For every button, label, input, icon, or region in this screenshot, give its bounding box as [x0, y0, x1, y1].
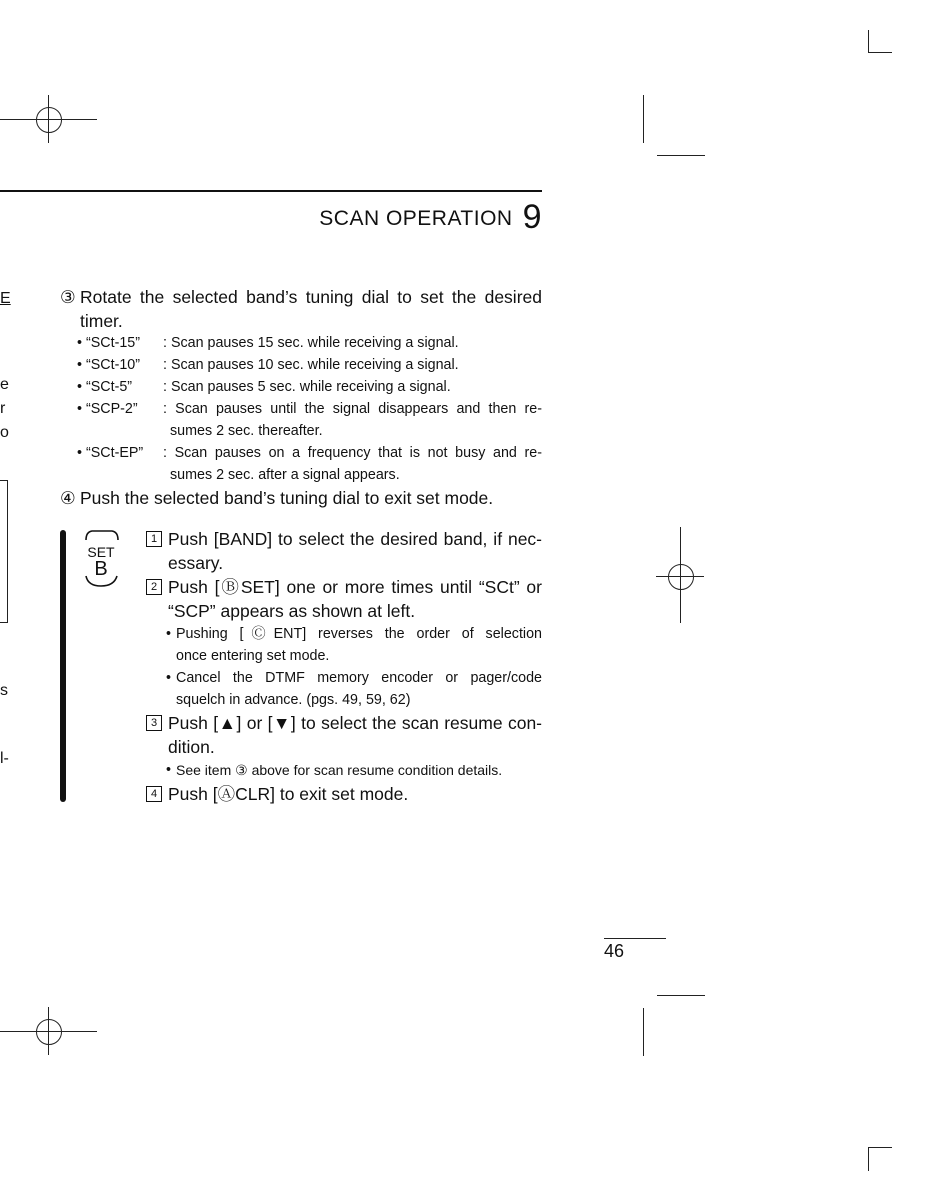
edge-fragment: r [0, 400, 6, 417]
step-4 [60, 486, 542, 510]
procedure-step-text [168, 711, 542, 759]
procedure-step-1 [146, 527, 542, 575]
section-title-text: SCAN OPERATION [319, 207, 513, 230]
step-3-text: Rotate the selected band’s tuning dial to set the desired [80, 287, 542, 307]
bullet: • [166, 670, 172, 686]
procedure-step-2 [146, 575, 542, 623]
timer-option [77, 376, 542, 398]
timer-option [77, 442, 542, 486]
timer-option-desc: : Scan pauses on a frequency that is not busy and re- [163, 445, 542, 461]
note-line: Pushing [ⒸENT] reverses the order of selection [176, 626, 542, 642]
procedure-step-text [168, 527, 542, 575]
procedure-step-text [168, 575, 542, 623]
procedure-side-bar [60, 530, 66, 802]
note-ent [166, 623, 542, 667]
edge-fragment: s [0, 682, 8, 699]
timer-option-code: • “SCt-15” [77, 335, 140, 351]
set-key-icon [82, 528, 120, 588]
edge-box-fragment [0, 480, 8, 623]
note-text [176, 623, 542, 667]
timer-option [77, 354, 542, 376]
timer-option-code: • “SCP-2” [77, 401, 138, 417]
note-line: See item ③ above for scan resume condition details. [176, 762, 503, 778]
timer-option-desc: : Scan pauses 10 sec. while receiving a signal. [163, 357, 459, 373]
step-number-box: 1 [146, 531, 162, 547]
timer-option-desc: : Scan pauses 5 sec. while receiving a signal. [163, 379, 451, 395]
procedure-line: Push [BAND] to select the desired band, if nec- [168, 529, 542, 549]
note-dtmf [166, 667, 542, 711]
timer-option-code: • “SCt-5” [77, 379, 133, 395]
procedure-line: “SCP” appears as shown at left. [168, 601, 416, 621]
timer-option-desc-cont: sumes 2 sec. thereafter. [170, 423, 323, 439]
procedure-line: Push [ⒷSET] one or more times until “SCt” or [168, 577, 542, 597]
section-title [319, 198, 542, 237]
procedure-line: Push [ⒶCLR] to exit set mode. [168, 784, 409, 804]
note-see [166, 759, 542, 781]
edge-fragment: e [0, 376, 9, 393]
key-letter: B [94, 558, 108, 580]
edge-fragment: E [0, 290, 11, 307]
step-number-box: 3 [146, 715, 162, 731]
bullet: • [166, 626, 172, 642]
step-3 [60, 285, 542, 333]
procedure-line: Push [▲] or [▼] to select the scan resume con- [168, 713, 542, 733]
note-line: Cancel the DTMF memory encoder or pager/code [176, 670, 542, 686]
edge-fragment: o [0, 424, 9, 441]
edge-fragment: l- [0, 750, 9, 767]
note-text [176, 667, 542, 711]
step-4-marker: ④ [60, 488, 76, 508]
step-3-text-cont: timer. [80, 311, 123, 331]
timer-option [77, 332, 542, 354]
note-line: squelch in advance. (pgs. 49, 59, 62) [176, 692, 411, 708]
header-rule [0, 190, 542, 192]
bullet: • [166, 762, 172, 778]
timer-option-desc: : Scan pauses until the signal disappears and then re- [163, 401, 542, 417]
step-number-box: 2 [146, 579, 162, 595]
step-3-marker: ③ [60, 287, 76, 307]
note-line: once entering set mode. [176, 648, 330, 664]
procedure-step-3 [146, 711, 542, 759]
timer-option-desc: : Scan pauses 15 sec. while receiving a signal. [163, 335, 459, 351]
timer-option-code: • “SCt-EP” [77, 445, 144, 461]
procedure-step-4 [146, 782, 542, 806]
procedure-line: essary. [168, 553, 224, 573]
timer-option-desc-cont: sumes 2 sec. after a signal appears. [170, 467, 400, 483]
page-number: 46 [604, 941, 625, 961]
step-4-text: Push the selected band’s tuning dial to exit set mode. [80, 488, 494, 508]
step-number-box: 4 [146, 786, 162, 802]
timer-option [77, 398, 542, 442]
key-label: SET [87, 544, 115, 560]
timer-option-code: • “SCt-10” [77, 357, 140, 373]
page-number-rule [604, 938, 666, 939]
timer-option-desc-block [163, 398, 542, 442]
chapter-number: 9 [522, 198, 542, 236]
procedure-line: dition. [168, 737, 215, 757]
timer-option-desc-block [163, 442, 542, 486]
